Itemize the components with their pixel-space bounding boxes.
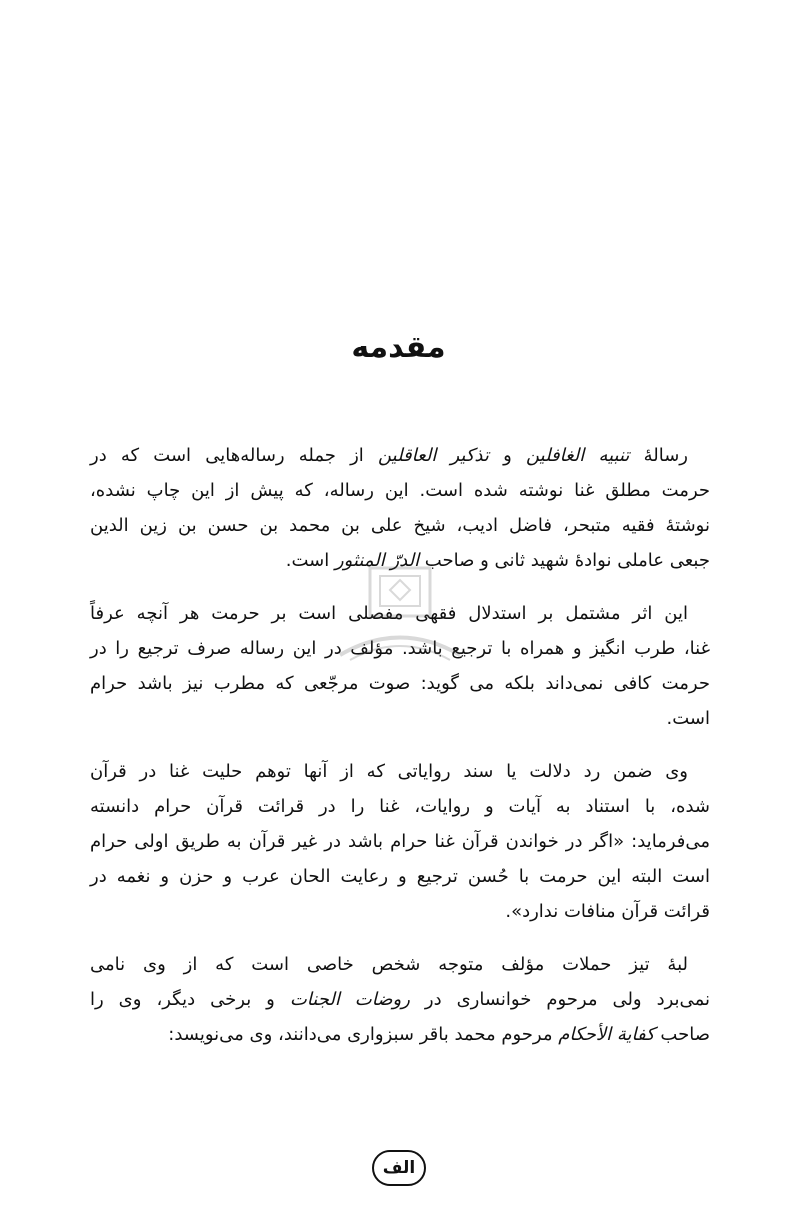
page-number-badge (372, 1150, 426, 1186)
text-run: می‌فرماید: «اگر در خواندن قرآن غنا حرام باشد در غیر قرآن به طریق اولی حرام (90, 831, 710, 852)
text-run: نمی‌برد ولی مرحوم خوانساری در (409, 989, 710, 1010)
text-line (90, 666, 710, 701)
text-run: وی ضمن رد دلالت یا سند روایاتی که از آنها توهم حلیت غنا در قرآن (90, 761, 688, 782)
text-line (90, 982, 710, 1017)
text-run: و (488, 445, 526, 466)
text-run: از جمله رساله‌هایی است که در (90, 445, 378, 466)
text-run: لبهٔ تیز حملات مؤلف متوجه شخص خاصی است که از وی نامی (90, 954, 688, 975)
text-run: این اثر مشتمل بر استدلال فقهی مفصلی است بر حرمت هر آنچه عرفاً (90, 603, 688, 624)
text-run: است. (285, 550, 335, 571)
text-line (90, 859, 710, 894)
text-run: غنا، طرب انگیز و همراه با ترجیع باشد. مؤلف در این رساله صرف ترجیع را در (90, 638, 710, 659)
book-title: روضات الجنات (289, 989, 410, 1010)
book-title: تذکیر العاقلین (377, 445, 489, 466)
text-line (90, 508, 710, 543)
paragraph (90, 438, 710, 578)
text-line (90, 894, 710, 929)
text-run: صاحب (654, 1024, 710, 1045)
text-run: جبعی عاملی نوادهٔ شهید ثانی و صاحب (419, 550, 710, 571)
text-line (90, 631, 710, 666)
text-run: است البته این حرمت با حُسن ترجیع و رعایت الحان عرب و حزن و نغمه در (90, 866, 710, 887)
text-line (90, 438, 710, 473)
text-line (90, 596, 710, 631)
text-run: است. (666, 708, 710, 729)
book-title: کفایة الأحکام (558, 1024, 655, 1045)
text-run: حرمت مطلق غنا نوشته شده است. این رساله، که پیش از این چاپ نشده، (90, 480, 710, 501)
page-title: مقدمه (351, 330, 446, 365)
text-run: مرحوم محمد باقر سبزواری می‌دانند، وی می‌نویسد: (168, 1024, 559, 1045)
text-line (90, 701, 710, 736)
paragraph (90, 947, 710, 1052)
page-number: الف (382, 1158, 416, 1178)
paragraph (90, 596, 710, 736)
text-line (90, 1017, 710, 1052)
text-run: نوشتهٔ فقیه متبحر، فاضل ادیب، شیخ علی بن محمد بن حسن بن زین الدین (90, 515, 710, 536)
text-run: قرائت قرآن منافات ندارد». (505, 901, 710, 922)
book-title: الدرّ المنثور (334, 550, 420, 571)
text-line (90, 754, 710, 789)
text-line (90, 473, 710, 508)
body-text (90, 438, 710, 1070)
text-line (90, 824, 710, 859)
text-line (90, 543, 710, 578)
text-run: شده، با استناد به آیات و روایات، غنا را در قرائت قرآن حرام دانسته (90, 796, 710, 817)
book-title: تنبیه الغافلین (525, 445, 630, 466)
text-line (90, 789, 710, 824)
text-line (90, 947, 710, 982)
paragraph (90, 754, 710, 929)
text-run: و برخی دیگر، وی را (90, 989, 290, 1010)
text-run: حرمت کافی نمی‌داند بلکه می گوید: صوت مرجّعی که مطرب نیز باشد حرام (90, 673, 710, 694)
text-run: رسالهٔ (629, 445, 688, 466)
